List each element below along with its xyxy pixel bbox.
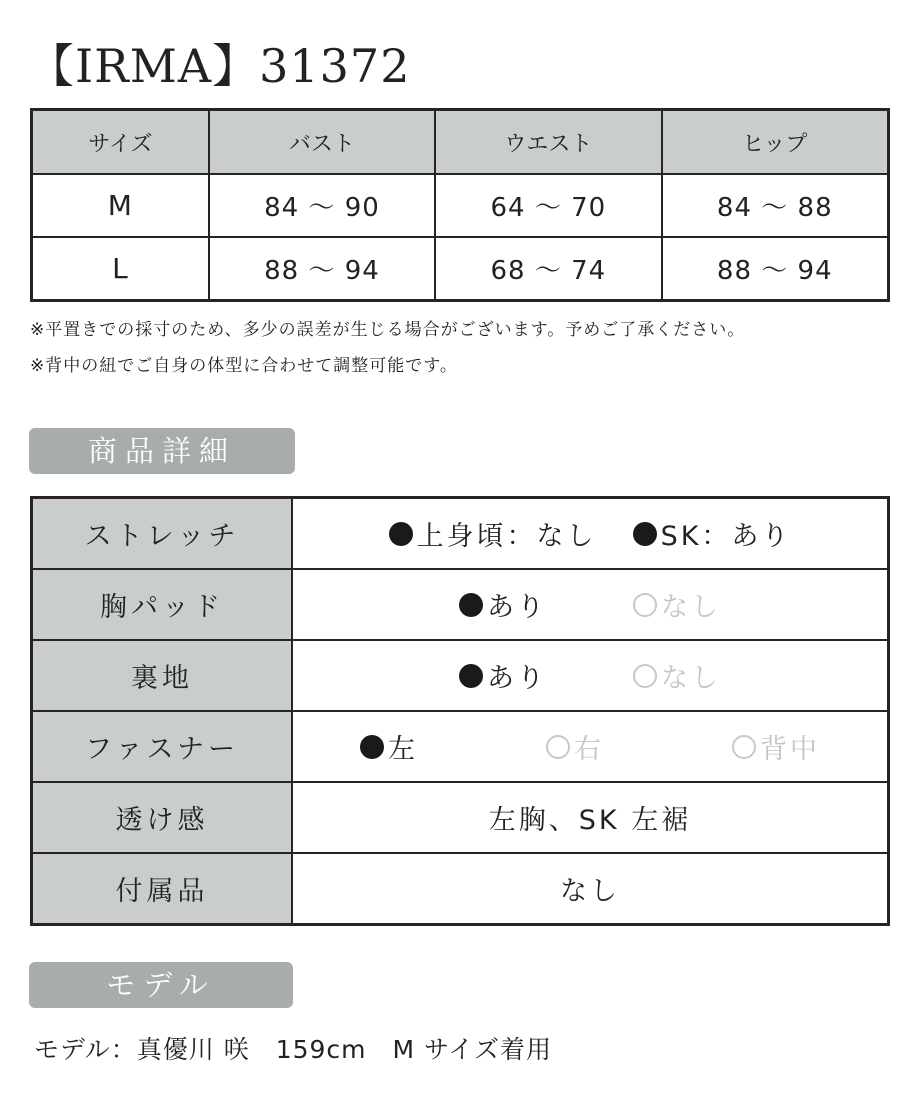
row-value-sheerness: 左胸、SK 左裾 bbox=[292, 782, 889, 853]
option-selected bbox=[459, 656, 547, 695]
hip-cell: 88 ～ 94 bbox=[662, 237, 889, 301]
filled-circle-icon bbox=[389, 522, 413, 546]
hollow-circle-icon bbox=[546, 735, 570, 759]
waist-cell: 64 ～ 70 bbox=[435, 174, 661, 237]
table-row bbox=[32, 711, 889, 782]
filled-circle-icon bbox=[633, 522, 657, 546]
bust-cell: 84 ～ 90 bbox=[209, 174, 435, 237]
option-label: なし bbox=[661, 592, 721, 623]
size-cell: M bbox=[32, 174, 209, 237]
option-selected bbox=[459, 585, 547, 624]
option-selected bbox=[633, 514, 792, 553]
product-title: 【IRMA】31372 bbox=[28, 39, 411, 93]
option-unselected bbox=[633, 585, 721, 624]
size-table bbox=[30, 108, 890, 302]
hollow-circle-icon bbox=[732, 735, 756, 759]
table-row bbox=[32, 498, 889, 570]
header-size: サイズ bbox=[32, 110, 209, 175]
waist-cell: 68 ～ 74 bbox=[435, 237, 661, 301]
size-cell: L bbox=[32, 237, 209, 301]
filled-circle-icon bbox=[459, 593, 483, 617]
header-hip: ヒップ bbox=[662, 110, 889, 175]
row-label-zipper: ファスナー bbox=[32, 711, 293, 782]
row-value-chest-pad bbox=[292, 569, 889, 640]
section-label-model: モデル bbox=[29, 962, 293, 1008]
header-bust: バスト bbox=[209, 110, 435, 175]
table-row bbox=[32, 782, 889, 853]
option-label: あり bbox=[487, 592, 547, 623]
note-measurement: ※平置きでの採寸のため、多少の誤差が生じる場合がございます。予めご了承ください。 bbox=[30, 320, 746, 340]
option-selected bbox=[389, 514, 597, 553]
table-row bbox=[32, 237, 889, 301]
table-row bbox=[32, 853, 889, 925]
row-value-zipper bbox=[292, 711, 889, 782]
row-value-accessories: なし bbox=[292, 853, 889, 925]
hip-cell: 84 ～ 88 bbox=[662, 174, 889, 237]
row-value-lining bbox=[292, 640, 889, 711]
option-unselected bbox=[633, 656, 721, 695]
model-info: モデル：真優川 咲 159cm M サイズ着用 bbox=[34, 1035, 553, 1064]
option-selected bbox=[360, 727, 418, 766]
row-label-chest-pad: 胸パッド bbox=[32, 569, 293, 640]
row-label-accessories: 付属品 bbox=[32, 853, 293, 925]
filled-circle-icon bbox=[459, 664, 483, 688]
row-label-sheerness: 透け感 bbox=[32, 782, 293, 853]
option-label: あり bbox=[487, 663, 547, 694]
option-label: 上身頃：なし bbox=[416, 521, 597, 552]
section-label-details: 商品詳細 bbox=[29, 428, 295, 474]
option-unselected bbox=[546, 727, 604, 766]
hollow-circle-icon bbox=[633, 593, 657, 617]
note-adjustable: ※背中の紐でご自身の体型に合わせて調整可能です。 bbox=[30, 356, 458, 376]
option-unselected bbox=[732, 727, 820, 766]
table-row bbox=[32, 640, 889, 711]
option-label: 右 bbox=[574, 734, 604, 765]
row-label-lining: 裏地 bbox=[32, 640, 293, 711]
filled-circle-icon bbox=[360, 735, 384, 759]
details-table bbox=[30, 496, 890, 926]
table-row bbox=[32, 174, 889, 237]
option-label: 左 bbox=[388, 734, 418, 765]
table-row bbox=[32, 569, 889, 640]
row-value-stretch bbox=[292, 498, 889, 570]
header-waist: ウエスト bbox=[435, 110, 661, 175]
row-label-stretch: ストレッチ bbox=[32, 498, 293, 570]
option-label: なし bbox=[661, 663, 721, 694]
size-table-header bbox=[32, 110, 889, 175]
bust-cell: 88 ～ 94 bbox=[209, 237, 435, 301]
option-label: 背中 bbox=[760, 734, 820, 765]
hollow-circle-icon bbox=[633, 664, 657, 688]
option-label: SK：あり bbox=[660, 521, 792, 552]
